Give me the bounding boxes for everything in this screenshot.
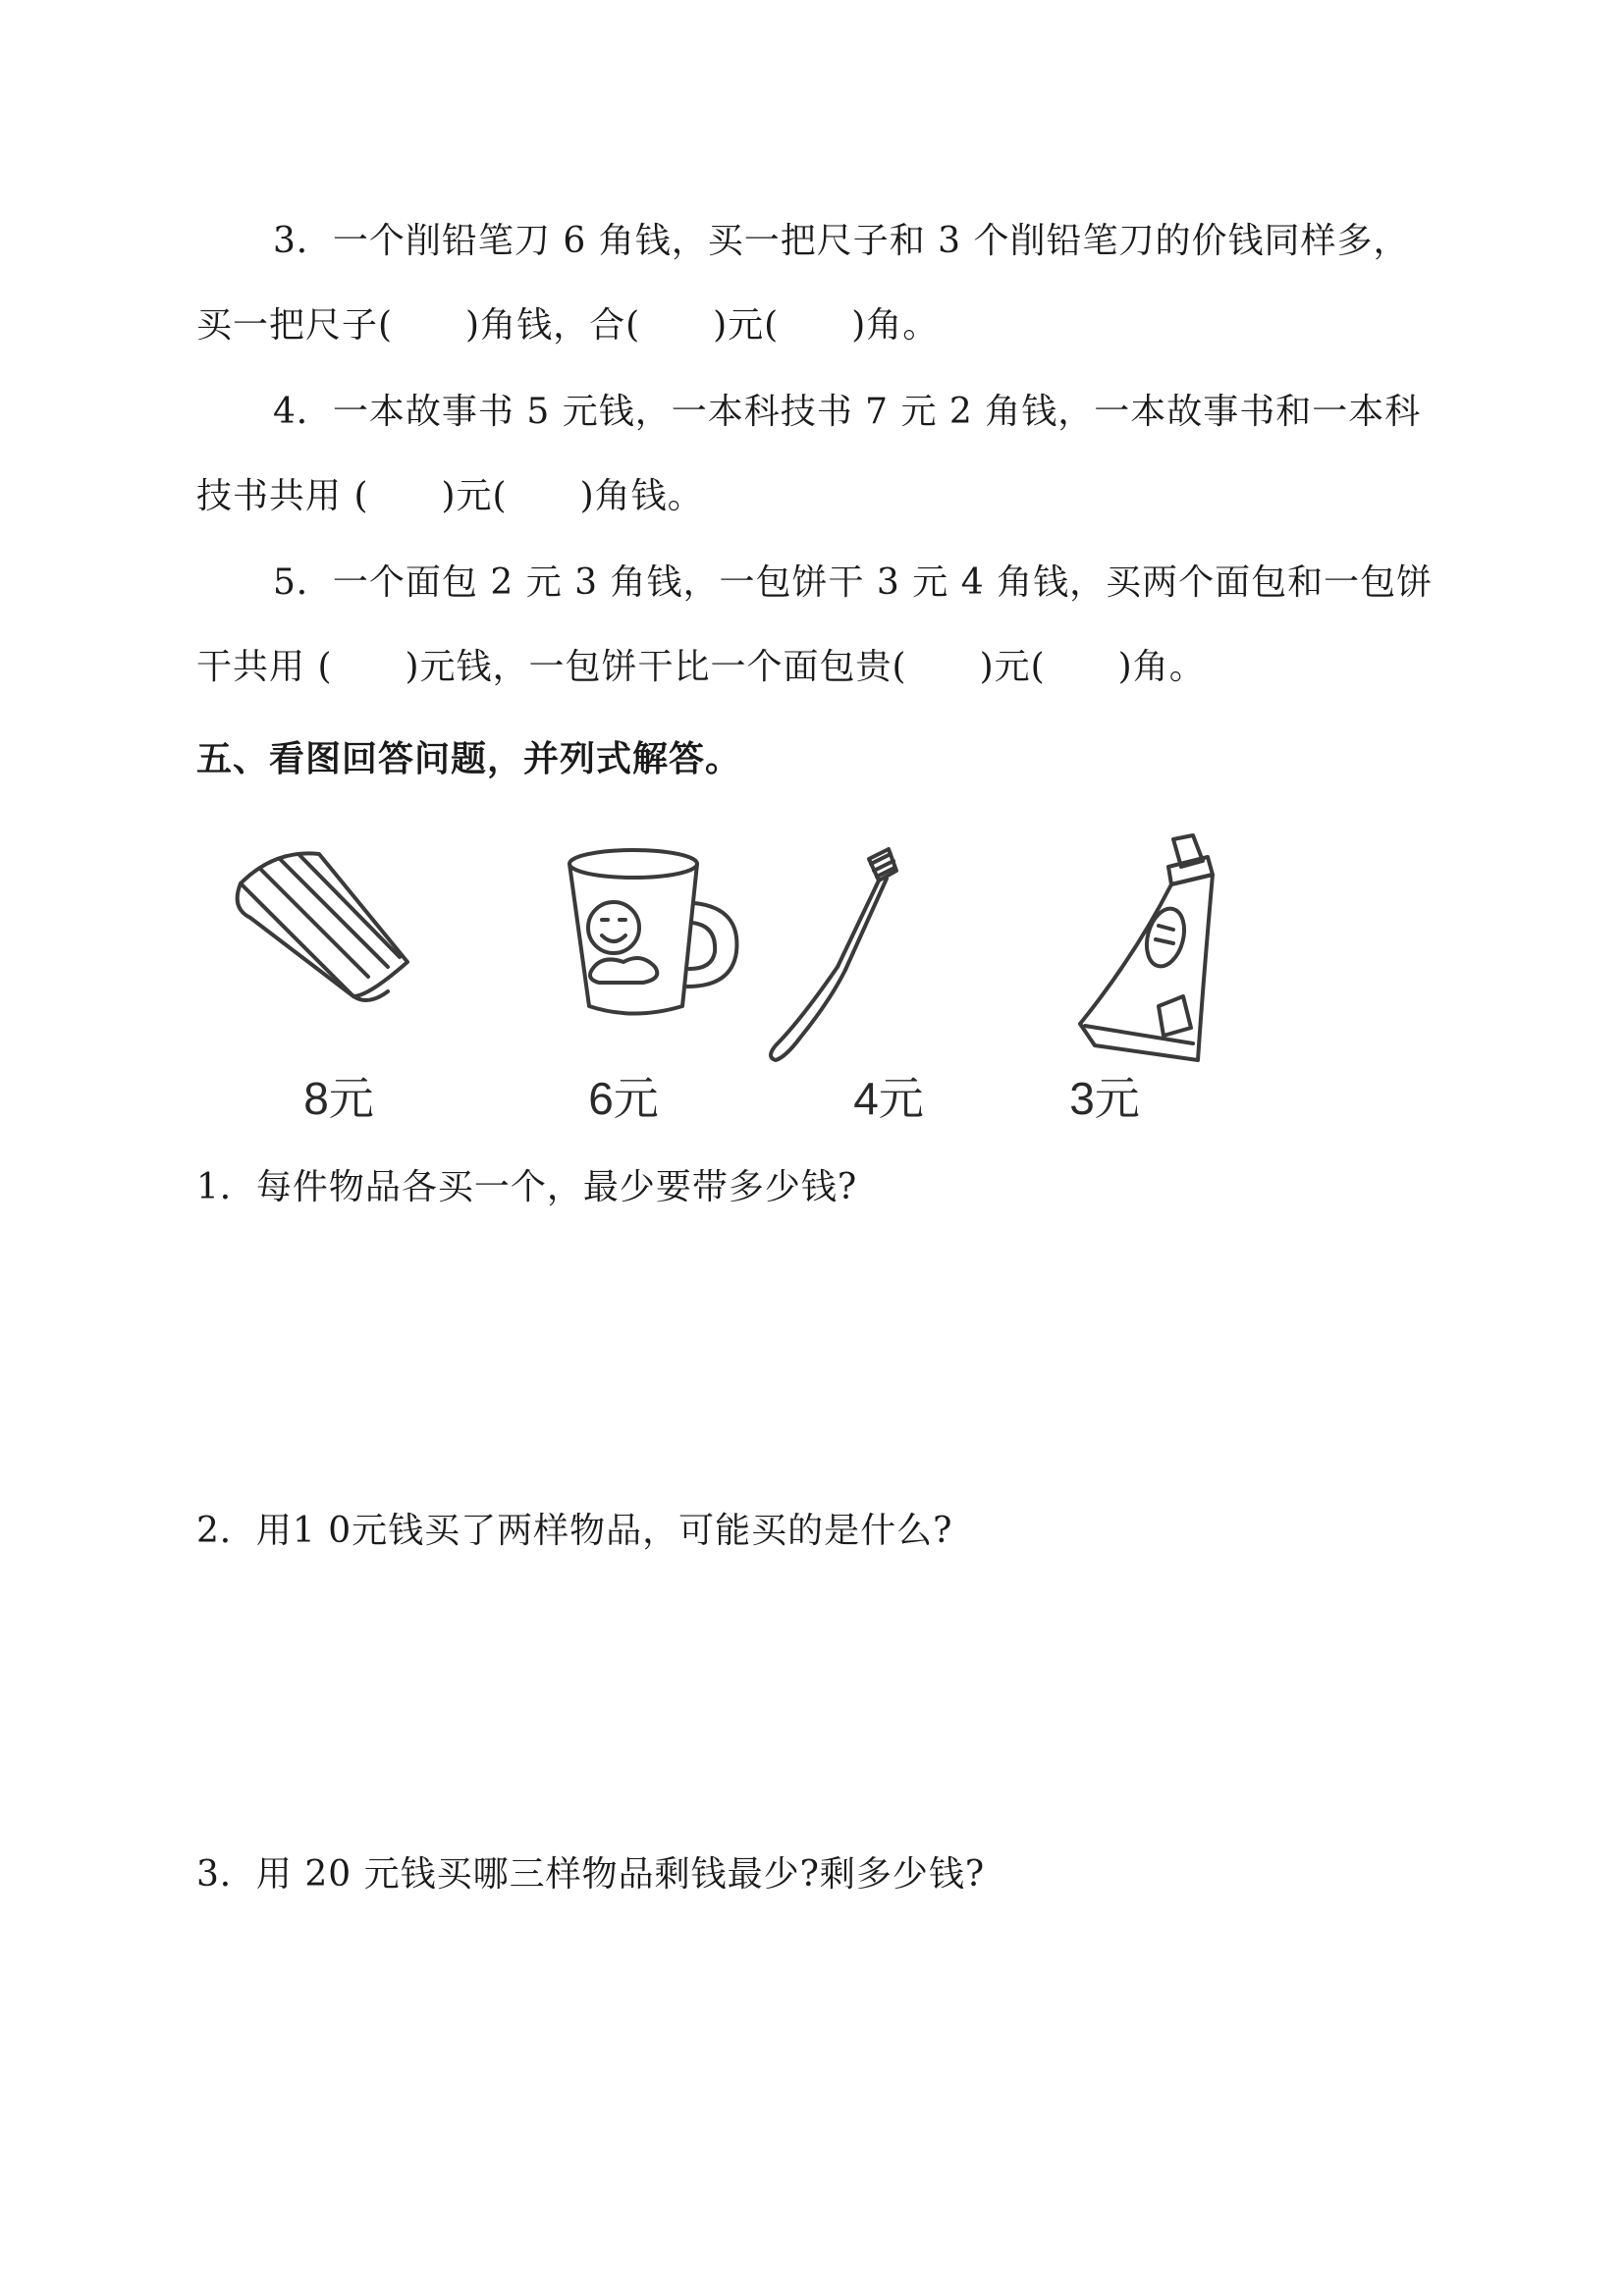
- question-5-line-2: 干共用 ( )元钱，一包饼干比一个面包贵( )元( )角。: [196, 647, 1206, 687]
- question-3-line-2: 买一把尺子( )角钱，合( )元( )角。: [196, 305, 940, 346]
- towel-icon: [238, 853, 407, 1000]
- toothpaste-price: 3元: [1069, 1073, 1140, 1124]
- section-5-question-1: 1．每件物品各买一个，最少要带多少钱?: [196, 1167, 858, 1207]
- section-5-heading: 五、看图回答问题，并列式解答。: [196, 738, 742, 779]
- question-4-line-1: 4．一本故事书 5 元钱，一本科技书 7 元 2 角钱，一本故事书和一本科: [273, 392, 1422, 432]
- toothbrush-icon: [771, 849, 896, 1060]
- section-5-question-2: 2．用1 0元钱买了两样物品，可能买的是什么?: [196, 1511, 953, 1551]
- items-figure: [191, 810, 1438, 1124]
- toothpaste-icon: [1080, 835, 1213, 1060]
- section-5-question-3: 3．用 20 元钱买哪三样物品剩钱最少?剩多少钱?: [196, 1854, 986, 1895]
- toothbrush-price: 4元: [853, 1073, 924, 1124]
- question-3-line-1: 3．一个削铅笔刀 6 角钱，买一把尺子和 3 个削铅笔刀的价钱同样多，: [273, 221, 1410, 261]
- question-5-line-1: 5．一个面包 2 元 3 角钱，一包饼干 3 元 4 角钱，买两个面包和一包饼: [273, 562, 1434, 603]
- cup-price: 6元: [588, 1073, 659, 1124]
- question-4-line-2: 技书共用 ( )元( )角钱。: [196, 476, 704, 516]
- towel-price: 8元: [303, 1073, 374, 1124]
- cup-icon: [569, 850, 736, 1014]
